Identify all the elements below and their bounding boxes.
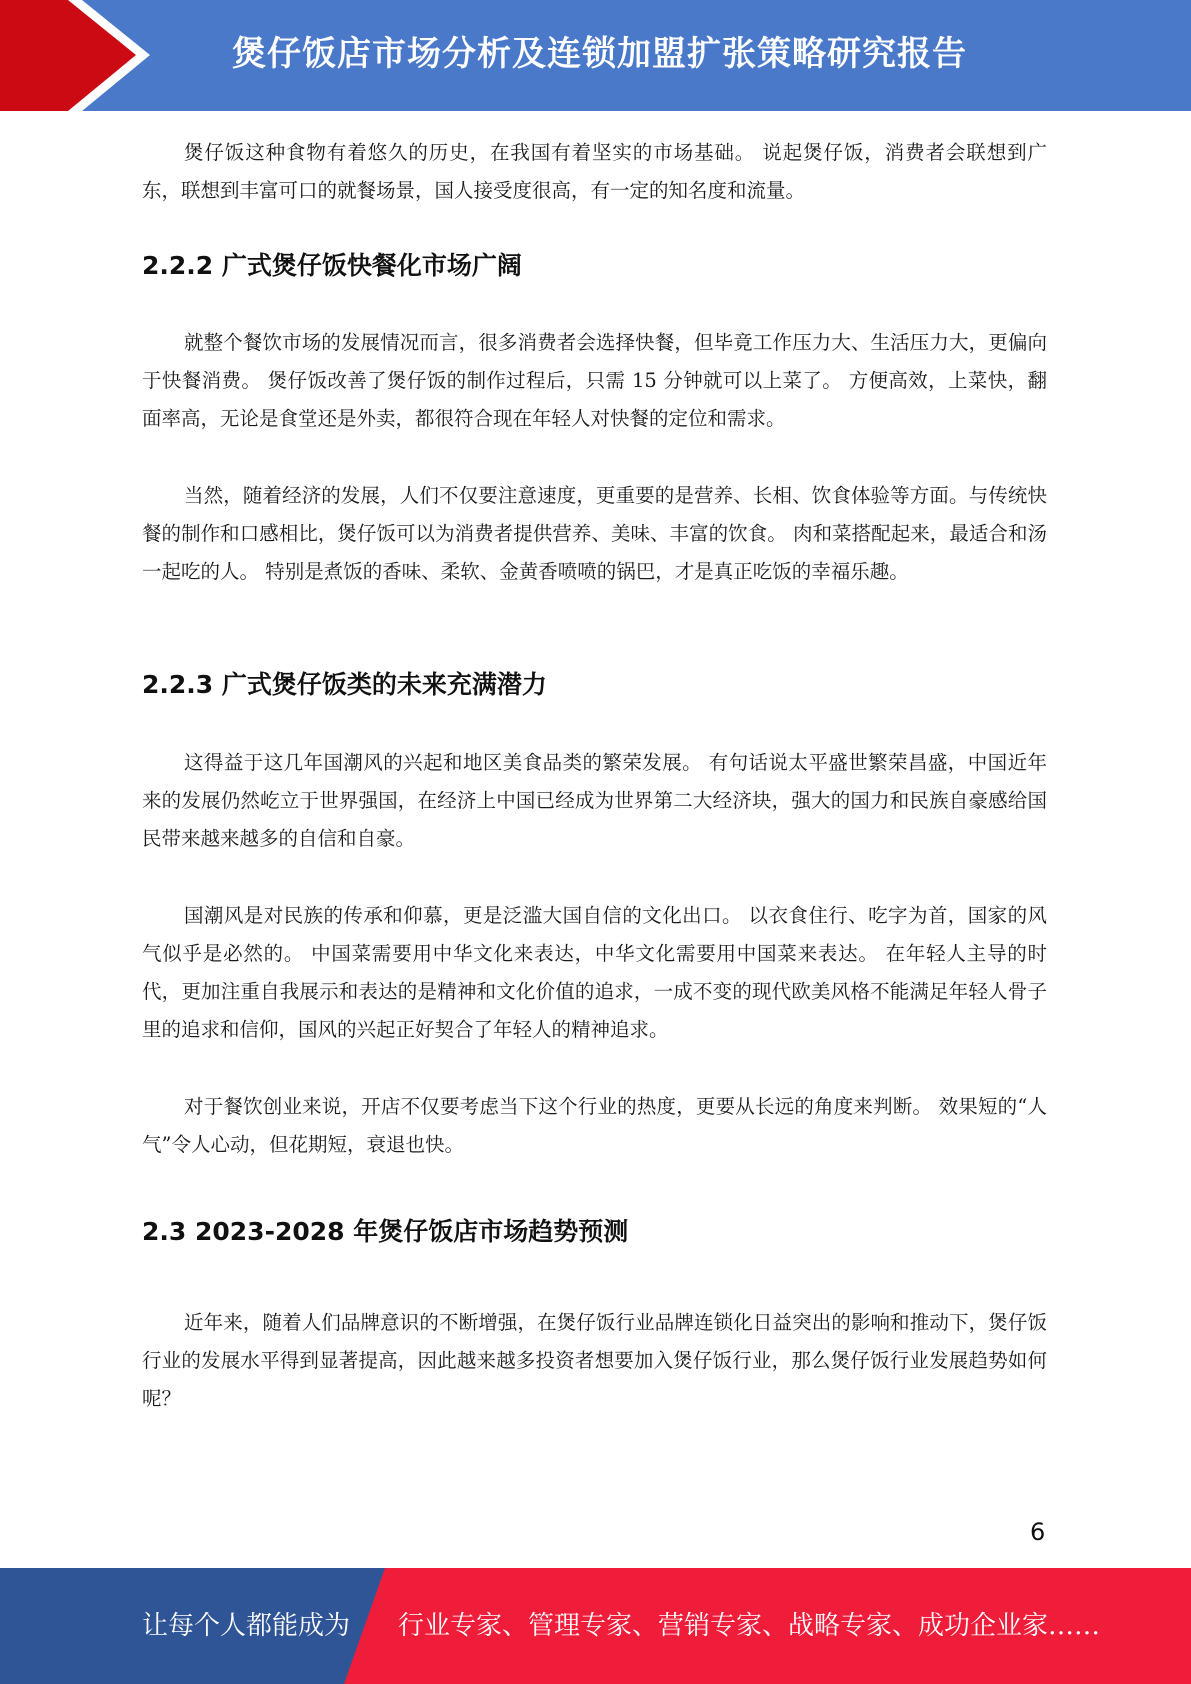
section-2-2-2-para2-block <box>142 477 1047 591</box>
section-heading-2-3: 2.3 2023-2028 年煲仔饭店市场趋势预测 <box>142 1217 629 1246</box>
section-2-3-heading-block <box>142 1212 1047 1248</box>
section-2-3-para1-block <box>142 1304 1047 1418</box>
paragraph-2-2-2-1: 就整个餐饮市场的发展情况而言，很多消费者会选择快餐，但毕竟工作压力大、生活压力大，更偏向于快餐消费。 煲仔饭改善了煲仔饭的制作过程后，只需 15 分钟就可以上菜了。 方便高效，上菜快，翻面率高，无论是食堂还是外卖，都很符合现在年轻人对快餐的定位和需求。 <box>142 331 1047 430</box>
paragraph-2-2-2-2: 当然，随着经济的发展，人们不仅要注意速度，更重要的是营养、长相、饮食体验等方面。与传统快餐的制作和口感相比，煲仔饭可以为消费者提供营养、美味、丰富的饮食。 肉和菜搭配起来，最适合和汤一起吃的人。 特别是煮饭的香味、柔软、金黄香喷喷的锅巴，才是真正吃饭的幸福乐趣。 <box>142 484 1047 583</box>
section-heading-2-2-3: 2.2.3 广式煲仔饭类的未来充满潜力 <box>142 670 547 699</box>
section-2-2-2-para1-block <box>142 324 1047 438</box>
header-title: 煲仔饭店市场分析及连锁加盟扩张策略研究报告 <box>232 34 967 74</box>
section-2-2-3-para2-block <box>142 897 1047 1049</box>
page-footer <box>0 1568 1191 1684</box>
section-2-2-3-para1-block <box>142 744 1047 858</box>
paragraph-2-2-3-1: 这得益于这几年国潮风的兴起和地区美食品类的繁荣发展。 有句话说太平盛世繁荣昌盛，中国近年来的发展仍然屹立于世界强国，在经济上中国已经成为世界第二大经济块，强大的国力和民族自豪感给国民带来越来越多的自信和自豪。 <box>142 751 1047 850</box>
footer-slogan-right: 行业专家、管理专家、营销专家、战略专家、成功企业家…… <box>398 1611 1101 1641</box>
section-2-2-3-para3-block <box>142 1088 1047 1164</box>
paragraph-2-3-1: 近年来，随着人们品牌意识的不断增强，在煲仔饭行业品牌连锁化日益突出的影响和推动下，煲仔饭行业的发展水平得到显著提高，因此越来越多投资者想要加入煲仔饭行业，那么煲仔饭行业发展趋势如何呢？ <box>142 1311 1047 1410</box>
header-chevron-decoration <box>0 0 150 111</box>
section-heading-2-2-2: 2.2.2 广式煲仔饭快餐化市场广阔 <box>142 251 522 280</box>
section-2-2-2-heading-block <box>142 246 1047 282</box>
page-header <box>0 0 1191 111</box>
paragraph-2-2-3-2: 国潮风是对民族的传承和仰慕，更是泛滥大国自信的文化出口。 以衣食住行、吃字为首，国家的风气似乎是必然的。 中国菜需要用中华文化来表达，中华文化需要用中国菜来表达。 在年轻人主导的时代，更加注重自我展示和表达的是精神和文化价值的追求，一成不变的现代欧美风格不能满足年轻人骨子里的追求和信仰，国风的兴起正好契合了年轻人的精神追求。 <box>142 904 1047 1041</box>
intro-paragraph-block <box>142 134 1047 210</box>
footer-slogan-left: 让每个人都能成为 <box>142 1611 351 1641</box>
intro-paragraph: 煲仔饭这种食物有着悠久的历史，在我国有着坚实的市场基础。 说起煲仔饭，消费者会联想到广东，联想到丰富可口的就餐场景，国人接受度很高，有一定的知名度和流量。 <box>142 141 1047 202</box>
paragraph-2-2-3-3: 对于餐饮创业来说，开店不仅要考虑当下这个行业的热度，更要从长远的角度来判断。 效果短的“人气”令人心动，但花期短，衰退也快。 <box>142 1095 1047 1156</box>
section-2-2-3-heading-block <box>142 665 1047 701</box>
page-number: 6 <box>1030 1518 1046 1546</box>
